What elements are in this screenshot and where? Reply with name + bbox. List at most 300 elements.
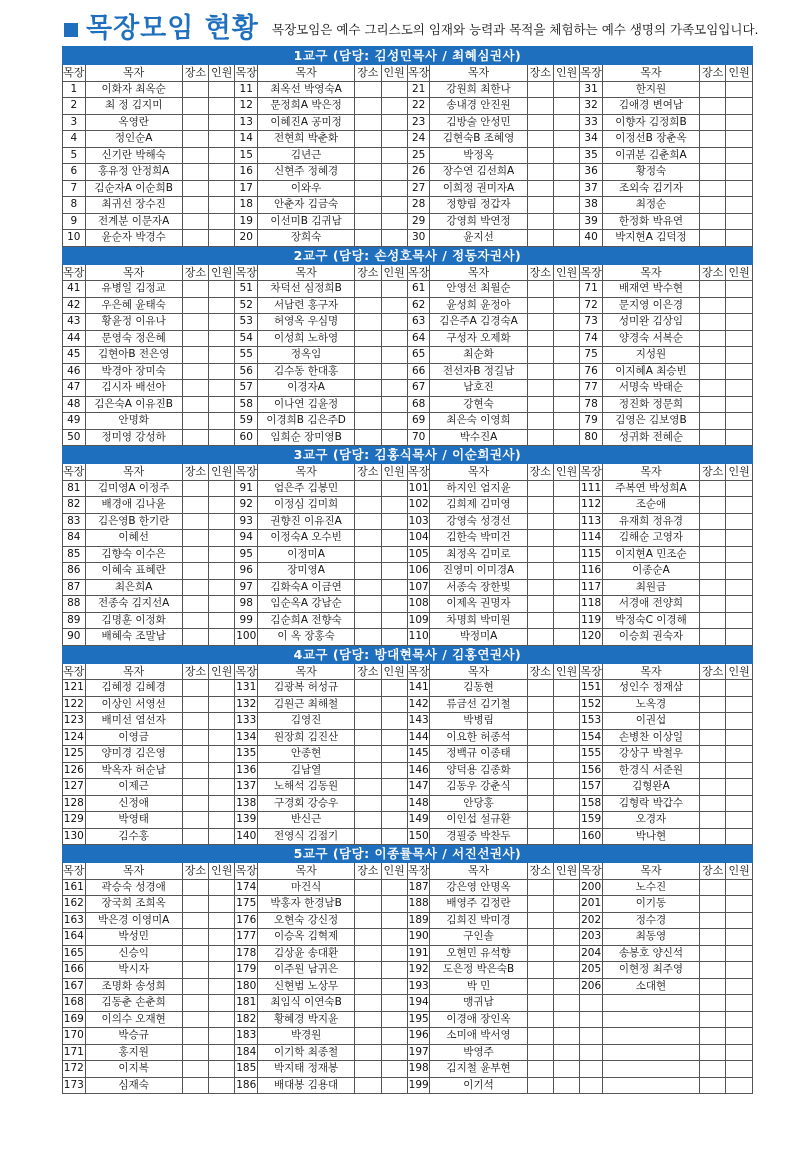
place-cell — [355, 1011, 381, 1028]
group-leaders: 정백규 이종태 — [430, 746, 527, 763]
group-leaders: 배재연 박수현 — [602, 281, 699, 298]
table-row — [63, 978, 753, 995]
group-leaders: 윤순자 박경수 — [85, 230, 182, 247]
member-count-cell — [726, 1044, 753, 1061]
place-cell — [182, 812, 208, 829]
group-leaders: 이정선B 장춘옥 — [602, 131, 699, 148]
place-cell — [527, 563, 553, 580]
member-count-cell — [209, 213, 235, 230]
place-cell — [355, 230, 381, 247]
member-count-cell — [381, 912, 407, 929]
group-number — [580, 1028, 603, 1045]
group-leaders: 우은혜 윤태숙 — [85, 297, 182, 314]
member-count-cell — [726, 197, 753, 214]
place-cell — [700, 197, 726, 214]
place-cell — [527, 713, 553, 730]
member-count-cell — [381, 579, 407, 596]
group-leaders: 노옥경 — [602, 696, 699, 713]
place-cell — [182, 497, 208, 514]
group-number: 192 — [407, 962, 430, 979]
place-cell — [700, 147, 726, 164]
place-cell — [182, 680, 208, 697]
member-count-cell — [381, 762, 407, 779]
table-row — [63, 429, 753, 446]
group-leaders: 진영미 이미경A — [430, 563, 527, 580]
member-count-cell — [553, 879, 579, 896]
column-header: 목자 — [430, 65, 527, 82]
square-bullet-icon — [64, 23, 78, 37]
group-number: 172 — [63, 1061, 86, 1078]
place-cell — [527, 1011, 553, 1028]
column-header: 인원 — [209, 65, 235, 82]
place-cell — [527, 680, 553, 697]
place-cell — [700, 497, 726, 514]
group-number: 167 — [63, 978, 86, 995]
member-count-cell — [726, 563, 753, 580]
table-row — [63, 1077, 753, 1094]
column-header: 목자 — [430, 464, 527, 481]
place-cell — [182, 762, 208, 779]
member-count-cell — [553, 828, 579, 845]
group-leaders: 신현주 정혜경 — [258, 164, 355, 181]
place-cell — [700, 347, 726, 364]
table-row — [63, 995, 753, 1012]
member-count-cell — [726, 1011, 753, 1028]
member-count-cell — [381, 363, 407, 380]
place-cell — [527, 896, 553, 913]
table-row — [63, 912, 753, 929]
group-leaders: 김현숙B 조혜영 — [430, 131, 527, 148]
group-number: 170 — [63, 1028, 86, 1045]
member-count-cell — [209, 962, 235, 979]
member-count-cell — [553, 1044, 579, 1061]
member-count-cell — [381, 696, 407, 713]
group-number: 24 — [407, 131, 430, 148]
group-leaders: 이기석 — [430, 1077, 527, 1094]
member-count-cell — [726, 396, 753, 413]
place-cell — [182, 879, 208, 896]
column-header: 목자 — [258, 65, 355, 82]
group-number: 169 — [63, 1011, 86, 1028]
member-count-cell — [381, 429, 407, 446]
place-cell — [527, 579, 553, 596]
member-count-cell — [381, 779, 407, 796]
member-count-cell — [553, 330, 579, 347]
group-number: 184 — [235, 1044, 258, 1061]
group-leaders: 강은영 안명옥 — [430, 879, 527, 896]
group-leaders: 윤성희 윤정아 — [430, 297, 527, 314]
place-cell — [700, 330, 726, 347]
member-count-cell — [726, 896, 753, 913]
place-cell — [355, 147, 381, 164]
group-number: 193 — [407, 978, 430, 995]
place-cell — [182, 380, 208, 397]
member-count-cell — [209, 380, 235, 397]
place-cell — [527, 363, 553, 380]
column-header: 장소 — [700, 663, 726, 680]
member-count-cell — [209, 513, 235, 530]
group-leaders: 임희순 장미영B — [258, 429, 355, 446]
group-leaders: 이현정 최주영 — [602, 962, 699, 979]
table-row — [63, 197, 753, 214]
district-title: 5교구 (담당: 이종률목사 / 서진선권사) — [63, 845, 753, 863]
group-number: 136 — [235, 762, 258, 779]
table-row — [63, 962, 753, 979]
group-number: 5 — [63, 147, 86, 164]
member-count-cell — [726, 629, 753, 646]
group-number: 113 — [580, 513, 603, 530]
group-number — [580, 1011, 603, 1028]
member-count-cell — [209, 812, 235, 829]
column-header: 목자 — [258, 863, 355, 880]
place-cell — [700, 314, 726, 331]
member-count-cell — [209, 98, 235, 115]
place-cell — [700, 629, 726, 646]
group-number: 158 — [580, 795, 603, 812]
member-count-cell — [553, 779, 579, 796]
column-header: 목장 — [235, 864, 257, 878]
place-cell — [527, 114, 553, 131]
place-cell — [700, 530, 726, 547]
column-header: 목장 — [580, 465, 602, 479]
group-number: 99 — [235, 612, 258, 629]
group-leaders: 박수진A — [430, 429, 527, 446]
column-header: 목자 — [85, 863, 182, 880]
group-number: 74 — [580, 330, 603, 347]
place-cell — [700, 828, 726, 845]
group-leaders: 지성원 — [602, 347, 699, 364]
column-header: 목자 — [430, 264, 527, 281]
group-number: 190 — [407, 929, 430, 946]
place-cell — [527, 281, 553, 298]
group-leaders: 신정애 — [85, 795, 182, 812]
place-cell — [700, 114, 726, 131]
place-cell — [527, 180, 553, 197]
column-header: 목자 — [602, 464, 699, 481]
member-count-cell — [553, 147, 579, 164]
group-leaders: 이경자A — [258, 380, 355, 397]
member-count-cell — [726, 380, 753, 397]
group-number: 152 — [580, 696, 603, 713]
member-count-cell — [381, 1011, 407, 1028]
group-leaders: 배대봉 김용대 — [258, 1077, 355, 1094]
place-cell — [700, 696, 726, 713]
table-row — [63, 1011, 753, 1028]
group-number: 53 — [235, 314, 258, 331]
group-number: 3 — [63, 114, 86, 131]
column-header: 인원 — [553, 264, 579, 281]
group-leaders: 이기동 — [602, 896, 699, 913]
member-count-cell — [553, 1061, 579, 1078]
place-cell — [355, 612, 381, 629]
member-count-cell — [553, 729, 579, 746]
group-number: 163 — [63, 912, 86, 929]
place-cell — [182, 213, 208, 230]
group-leaders: 양경숙 서복순 — [602, 330, 699, 347]
place-cell — [182, 978, 208, 995]
place-cell — [355, 729, 381, 746]
column-header: 장소 — [527, 464, 553, 481]
column-header: 목장 — [235, 465, 257, 479]
group-number: 85 — [63, 546, 86, 563]
member-count-cell — [726, 779, 753, 796]
group-leaders: 김향숙 이수은 — [85, 546, 182, 563]
column-header-row — [63, 663, 753, 680]
group-leaders: 박경아 장미숙 — [85, 363, 182, 380]
place-cell — [700, 912, 726, 929]
group-number: 32 — [580, 98, 603, 115]
group-number: 31 — [580, 81, 603, 98]
place-cell — [355, 131, 381, 148]
table-row — [63, 629, 753, 646]
place-cell — [355, 164, 381, 181]
group-leaders: 배영주 김정란 — [430, 896, 527, 913]
group-number: 30 — [407, 230, 430, 247]
group-leaders: 전계분 이문자A — [85, 213, 182, 230]
place-cell — [355, 762, 381, 779]
member-count-cell — [726, 180, 753, 197]
member-count-cell — [209, 729, 235, 746]
member-count-cell — [553, 596, 579, 613]
place-cell — [527, 330, 553, 347]
group-number: 155 — [580, 746, 603, 763]
member-count-cell — [726, 314, 753, 331]
group-leaders: 조외숙 김기자 — [602, 180, 699, 197]
member-count-cell — [209, 629, 235, 646]
group-leaders: 이제근 — [85, 779, 182, 796]
group-number: 128 — [63, 795, 86, 812]
group-number: 43 — [63, 314, 86, 331]
place-cell — [182, 896, 208, 913]
member-count-cell — [726, 513, 753, 530]
column-header: 목장 — [63, 864, 85, 878]
table-row — [63, 281, 753, 298]
group-leaders: 성미완 김상임 — [602, 314, 699, 331]
group-number: 100 — [235, 629, 258, 646]
group-number: 203 — [580, 929, 603, 946]
place-cell — [527, 945, 553, 962]
place-cell — [700, 131, 726, 148]
place-cell — [527, 164, 553, 181]
group-leaders: 이종순A — [602, 563, 699, 580]
table-row — [63, 131, 753, 148]
group-number: 134 — [235, 729, 258, 746]
member-count-cell — [553, 380, 579, 397]
group-leaders: 최동영 — [602, 929, 699, 946]
group-number: 123 — [63, 713, 86, 730]
group-number: 166 — [63, 962, 86, 979]
member-count-cell — [209, 896, 235, 913]
group-number: 25 — [407, 147, 430, 164]
group-number: 116 — [580, 563, 603, 580]
group-leaders: 박승규 — [85, 1028, 182, 1045]
member-count-cell — [553, 1028, 579, 1045]
group-number: 183 — [235, 1028, 258, 1045]
place-cell — [355, 347, 381, 364]
place-cell — [355, 114, 381, 131]
group-leaders: 문정희A 박은정 — [258, 98, 355, 115]
member-count-cell — [726, 696, 753, 713]
group-number: 180 — [235, 978, 258, 995]
member-count-cell — [381, 131, 407, 148]
group-leaders: 김은숙A 이유진B — [85, 396, 182, 413]
group-number: 97 — [235, 579, 258, 596]
place-cell — [182, 281, 208, 298]
place-cell — [182, 746, 208, 763]
column-header: 목자 — [430, 863, 527, 880]
group-number: 15 — [235, 147, 258, 164]
group-leaders: 배혜숙 조말남 — [85, 629, 182, 646]
place-cell — [182, 912, 208, 929]
group-number: 140 — [235, 828, 258, 845]
member-count-cell — [553, 480, 579, 497]
group-number: 110 — [407, 629, 430, 646]
member-count-cell — [381, 1061, 407, 1078]
group-number: 121 — [63, 680, 86, 697]
place-cell — [182, 612, 208, 629]
group-number: 112 — [580, 497, 603, 514]
group-leaders: 배미선 염선자 — [85, 713, 182, 730]
member-count-cell — [209, 413, 235, 430]
group-leaders — [602, 1077, 699, 1094]
group-leaders: 유병일 김정교 — [85, 281, 182, 298]
member-count-cell — [381, 995, 407, 1012]
place-cell — [355, 812, 381, 829]
group-number: 26 — [407, 164, 430, 181]
place-cell — [527, 429, 553, 446]
group-leaders: 전선자B 정길남 — [430, 363, 527, 380]
group-leaders: 김형락 박갑수 — [602, 795, 699, 812]
group-leaders: 배경애 김나윤 — [85, 497, 182, 514]
member-count-cell — [553, 347, 579, 364]
table-row — [63, 213, 753, 230]
group-number: 51 — [235, 281, 258, 298]
group-number: 78 — [580, 396, 603, 413]
member-count-cell — [553, 912, 579, 929]
group-leaders: 이승희 권숙자 — [602, 629, 699, 646]
member-count-cell — [726, 762, 753, 779]
group-leaders: 오현숙 강신정 — [258, 912, 355, 929]
column-header: 목장 — [408, 66, 430, 80]
member-count-cell — [381, 230, 407, 247]
place-cell — [700, 978, 726, 995]
group-number: 145 — [407, 746, 430, 763]
place-cell — [355, 713, 381, 730]
group-number: 129 — [63, 812, 86, 829]
group-number: 6 — [63, 164, 86, 181]
place-cell — [355, 746, 381, 763]
group-leaders: 심재숙 — [85, 1077, 182, 1094]
member-count-cell — [553, 98, 579, 115]
group-leaders: 김영진 — [258, 713, 355, 730]
group-number: 34 — [580, 131, 603, 148]
place-cell — [355, 779, 381, 796]
table-row — [63, 396, 753, 413]
member-count-cell — [381, 713, 407, 730]
table-row — [63, 480, 753, 497]
district-title-row — [63, 645, 753, 663]
place-cell — [182, 1011, 208, 1028]
member-count-cell — [726, 828, 753, 845]
table-row — [63, 828, 753, 845]
table-row — [63, 546, 753, 563]
group-leaders: 김수홍 — [85, 828, 182, 845]
group-number: 64 — [407, 330, 430, 347]
group-leaders: 임순옥A 강남순 — [258, 596, 355, 613]
group-leaders: 조명화 송성희 — [85, 978, 182, 995]
member-count-cell — [209, 530, 235, 547]
group-number — [580, 1077, 603, 1094]
place-cell — [182, 546, 208, 563]
table-row — [63, 297, 753, 314]
place-cell — [527, 879, 553, 896]
column-header: 장소 — [700, 863, 726, 880]
group-leaders: 양미경 김은영 — [85, 746, 182, 763]
group-number: 109 — [407, 612, 430, 629]
group-leaders: 송봉호 양신석 — [602, 945, 699, 962]
group-leaders: 옥영란 — [85, 114, 182, 131]
group-number: 55 — [235, 347, 258, 364]
place-cell — [527, 131, 553, 148]
group-leaders: 박성민 — [85, 929, 182, 946]
place-cell — [182, 513, 208, 530]
group-number: 17 — [235, 180, 258, 197]
member-count-cell — [726, 429, 753, 446]
group-number: 69 — [407, 413, 430, 430]
member-count-cell — [553, 81, 579, 98]
member-count-cell — [381, 147, 407, 164]
member-count-cell — [726, 879, 753, 896]
member-count-cell — [381, 98, 407, 115]
group-leaders: 김지철 윤부현 — [430, 1061, 527, 1078]
member-count-cell — [553, 713, 579, 730]
member-count-cell — [726, 281, 753, 298]
member-count-cell — [209, 429, 235, 446]
member-count-cell — [553, 114, 579, 131]
group-number: 29 — [407, 213, 430, 230]
place-cell — [355, 180, 381, 197]
column-header: 인원 — [553, 464, 579, 481]
group-leaders: 조순애 — [602, 497, 699, 514]
group-number: 196 — [407, 1028, 430, 1045]
group-leaders — [602, 1011, 699, 1028]
group-leaders: 이정심 김미희 — [258, 497, 355, 514]
place-cell — [527, 995, 553, 1012]
place-cell — [355, 995, 381, 1012]
group-leaders: 정미영 강성하 — [85, 429, 182, 446]
group-number: 174 — [235, 879, 258, 896]
group-leaders: 이선미B 김귀남 — [258, 213, 355, 230]
group-leaders: 이인섭 설규환 — [430, 812, 527, 829]
column-header: 장소 — [355, 264, 381, 281]
table-row — [63, 98, 753, 115]
group-leaders: 강상구 박철우 — [602, 746, 699, 763]
group-number: 40 — [580, 230, 603, 247]
district-title: 1교구 (담당: 김성민목사 / 최혜심권사) — [63, 47, 753, 65]
member-count-cell — [553, 612, 579, 629]
group-number: 71 — [580, 281, 603, 298]
group-number: 108 — [407, 596, 430, 613]
member-count-cell — [553, 680, 579, 697]
group-number: 202 — [580, 912, 603, 929]
group-number: 135 — [235, 746, 258, 763]
group-number: 120 — [580, 629, 603, 646]
place-cell — [355, 429, 381, 446]
table-row — [63, 180, 753, 197]
member-count-cell — [381, 1077, 407, 1094]
group-leaders: 오현민 유석향 — [430, 945, 527, 962]
column-header: 인원 — [381, 464, 407, 481]
